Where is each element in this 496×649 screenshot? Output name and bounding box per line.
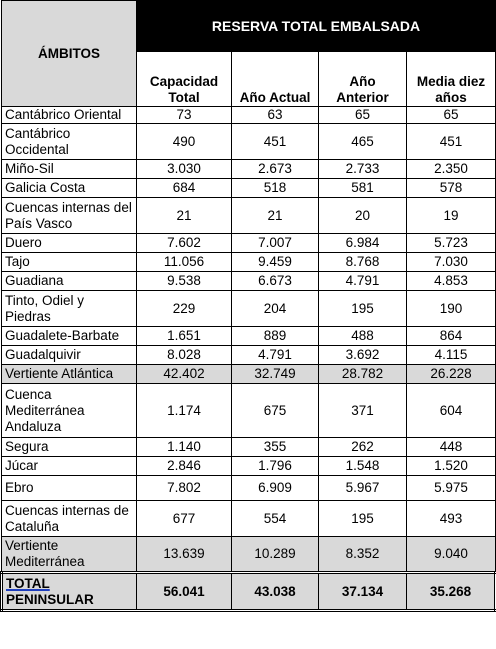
value-cell: 488 xyxy=(319,327,407,346)
value-cell: 2.673 xyxy=(232,160,319,179)
total-value-cell: 37.134 xyxy=(319,573,407,611)
ambito-name: Vertiente Mediterránea xyxy=(2,537,137,573)
value-cell: 493 xyxy=(407,501,496,537)
ambitos-header: ÁMBITOS xyxy=(2,1,137,107)
value-cell: 1.548 xyxy=(319,457,407,476)
table-row xyxy=(2,160,496,179)
ambito-name: Júcar xyxy=(2,457,137,476)
value-cell: 604 xyxy=(407,384,496,438)
value-cell: 10.289 xyxy=(232,537,319,573)
table-row xyxy=(2,253,496,272)
value-cell: 4.853 xyxy=(407,272,496,291)
value-cell: 3.692 xyxy=(319,346,407,365)
value-cell: 4.115 xyxy=(407,346,496,365)
value-cell: 7.030 xyxy=(407,253,496,272)
value-cell: 3.030 xyxy=(137,160,232,179)
value-cell: 13.639 xyxy=(137,537,232,573)
table-row xyxy=(2,107,496,124)
value-cell: 7.007 xyxy=(232,234,319,253)
value-cell: 4.791 xyxy=(319,272,407,291)
ambito-name: Galicia Costa xyxy=(2,179,137,198)
value-cell: 26.228 xyxy=(407,365,496,384)
table-row xyxy=(2,291,496,327)
value-cell: 451 xyxy=(232,124,319,160)
value-cell: 65 xyxy=(319,107,407,124)
value-cell: 1.174 xyxy=(137,384,232,438)
value-cell: 11.056 xyxy=(137,253,232,272)
value-cell: 73 xyxy=(137,107,232,124)
value-cell: 465 xyxy=(319,124,407,160)
total-label-line1: TOTAL xyxy=(6,575,50,591)
value-cell: 371 xyxy=(319,384,407,438)
ambito-name: Cuencas internas del País Vasco xyxy=(2,198,137,234)
value-cell: 195 xyxy=(319,501,407,537)
value-cell: 195 xyxy=(319,291,407,327)
table-row xyxy=(2,124,496,160)
table-row xyxy=(2,179,496,198)
value-cell: 21 xyxy=(232,198,319,234)
table-row xyxy=(2,476,496,501)
value-cell: 1.140 xyxy=(137,438,232,457)
table-row xyxy=(2,327,496,346)
table-row xyxy=(2,198,496,234)
value-cell: 518 xyxy=(232,179,319,198)
value-cell: 490 xyxy=(137,124,232,160)
ambito-name: Cantábrico Oriental xyxy=(2,107,137,124)
value-cell: 5.967 xyxy=(319,476,407,501)
value-cell: 229 xyxy=(137,291,232,327)
value-cell: 864 xyxy=(407,327,496,346)
column-header-media: Media diez años xyxy=(407,52,496,107)
value-cell: 1.651 xyxy=(137,327,232,346)
ambito-name: Segura xyxy=(2,438,137,457)
value-cell: 9.040 xyxy=(407,537,496,573)
value-cell: 7.602 xyxy=(137,234,232,253)
value-cell: 6.909 xyxy=(232,476,319,501)
total-label-line2: PENINSULAR xyxy=(6,591,94,607)
value-cell: 684 xyxy=(137,179,232,198)
value-cell: 190 xyxy=(407,291,496,327)
subtotal-row xyxy=(2,365,496,384)
table-row xyxy=(2,272,496,291)
value-cell: 355 xyxy=(232,438,319,457)
value-cell: 448 xyxy=(407,438,496,457)
ambito-name: Duero xyxy=(2,234,137,253)
value-cell: 2.350 xyxy=(407,160,496,179)
header-row-top xyxy=(2,1,496,52)
ambito-name: Vertiente Atlántica xyxy=(2,365,137,384)
column-header-capacidad: Capacidad Total xyxy=(137,52,232,107)
table-row xyxy=(2,457,496,476)
value-cell: 5.975 xyxy=(407,476,496,501)
total-value-cell: 43.038 xyxy=(232,573,319,611)
value-cell: 675 xyxy=(232,384,319,438)
table-body xyxy=(2,107,496,611)
total-row xyxy=(2,573,496,611)
value-cell: 8.352 xyxy=(319,537,407,573)
value-cell: 21 xyxy=(137,198,232,234)
value-cell: 8.768 xyxy=(319,253,407,272)
ambito-name: Guadalquivir xyxy=(2,346,137,365)
value-cell: 8.028 xyxy=(137,346,232,365)
value-cell: 42.402 xyxy=(137,365,232,384)
subtotal-row xyxy=(2,537,496,573)
table-row xyxy=(2,234,496,253)
table-row xyxy=(2,501,496,537)
ambito-name: Tajo xyxy=(2,253,137,272)
total-label xyxy=(2,573,137,611)
value-cell: 4.791 xyxy=(232,346,319,365)
value-cell: 6.984 xyxy=(319,234,407,253)
ambito-name: Guadalete-Barbate xyxy=(2,327,137,346)
value-cell: 581 xyxy=(319,179,407,198)
value-cell: 9.538 xyxy=(137,272,232,291)
value-cell: 28.782 xyxy=(319,365,407,384)
value-cell: 451 xyxy=(407,124,496,160)
value-cell: 578 xyxy=(407,179,496,198)
value-cell: 1.520 xyxy=(407,457,496,476)
value-cell: 889 xyxy=(232,327,319,346)
value-cell: 5.723 xyxy=(407,234,496,253)
ambito-name: Ebro xyxy=(2,476,137,501)
table-row xyxy=(2,346,496,365)
value-cell: 677 xyxy=(137,501,232,537)
value-cell: 9.459 xyxy=(232,253,319,272)
table-header xyxy=(2,1,496,107)
ambito-name: Miño-Sil xyxy=(2,160,137,179)
column-header-anterior: Año Anterior xyxy=(319,52,407,107)
ambito-name: Cuenca Mediterránea Andaluza xyxy=(2,384,137,438)
total-value-cell: 35.268 xyxy=(407,573,496,611)
table-row xyxy=(2,384,496,438)
value-cell: 2.846 xyxy=(137,457,232,476)
value-cell: 63 xyxy=(232,107,319,124)
value-cell: 32.749 xyxy=(232,365,319,384)
value-cell: 554 xyxy=(232,501,319,537)
ambito-name: Cuencas internas de Cataluña xyxy=(2,501,137,537)
value-cell: 7.802 xyxy=(137,476,232,501)
value-cell: 6.673 xyxy=(232,272,319,291)
value-cell: 1.796 xyxy=(232,457,319,476)
value-cell: 20 xyxy=(319,198,407,234)
total-value-cell: 56.041 xyxy=(137,573,232,611)
ambito-name: Tinto, Odiel y Piedras xyxy=(2,291,137,327)
ambito-name: Cantábrico Occidental xyxy=(2,124,137,160)
table-row xyxy=(2,438,496,457)
value-cell: 19 xyxy=(407,198,496,234)
group-title-header: RESERVA TOTAL EMBALSADA xyxy=(137,1,496,52)
column-header-actual: Año Actual xyxy=(232,52,319,107)
value-cell: 2.733 xyxy=(319,160,407,179)
value-cell: 262 xyxy=(319,438,407,457)
value-cell: 65 xyxy=(407,107,496,124)
value-cell: 204 xyxy=(232,291,319,327)
ambito-name: Guadiana xyxy=(2,272,137,291)
